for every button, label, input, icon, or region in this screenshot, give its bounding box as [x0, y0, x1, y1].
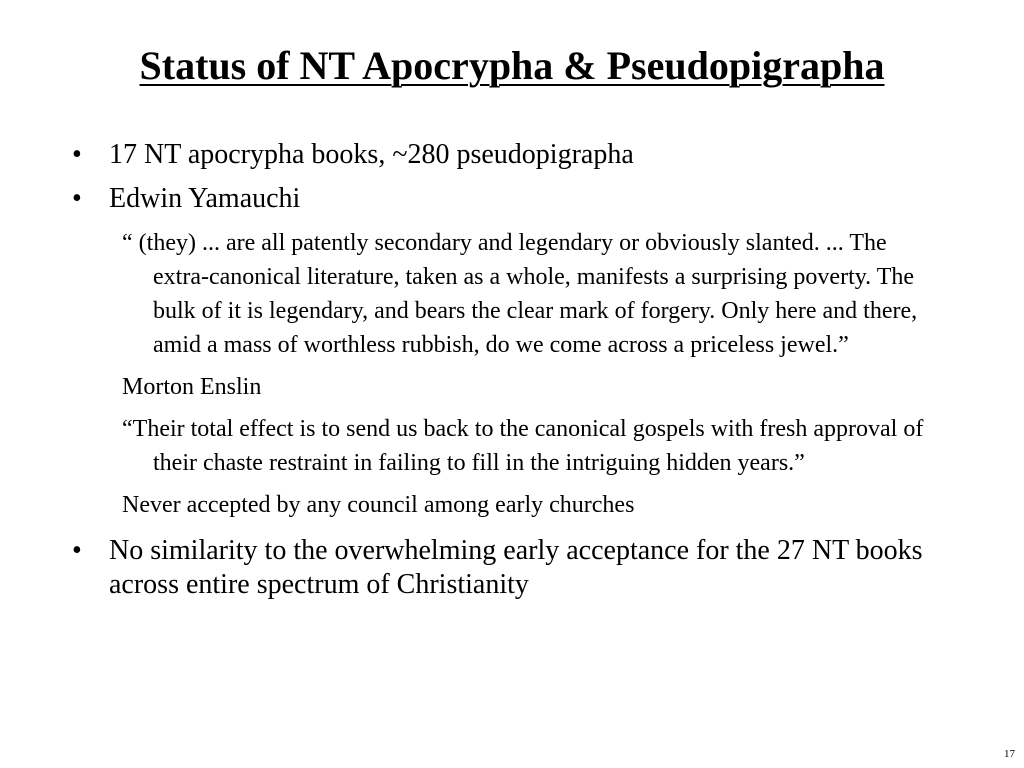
bullet-item	[72, 138, 972, 172]
sub-item-council: Never accepted by any council among early churches	[122, 492, 635, 518]
bullet-text: Edwin Yamauchi	[109, 183, 301, 214]
sub-item-morton-enslin: Morton Enslin	[122, 374, 262, 400]
quote-enslin: “Their total effect is to send us back to the canonical gospels with fresh approval of their chaste restraint in failing to fill in the intriguing hidden years.”	[122, 416, 924, 476]
bullet-text: No similarity to the overwhelming early acceptance for the 27 NT books across entire spectrum of Christianity	[109, 535, 923, 600]
bullet-text: 17 NT apocrypha books, ~280 pseudopigrapha	[109, 139, 634, 170]
bullet-item	[72, 182, 972, 216]
bullet-item	[72, 534, 969, 602]
slide-title: Status of NT Apocrypha & Pseudopigrapha	[139, 43, 885, 88]
bullet-dot: •	[72, 183, 82, 214]
bullet-dot: •	[72, 139, 82, 170]
page-number: 17	[1004, 748, 1015, 760]
quote-yamauchi: “ (they) ... are all patently secondary and legendary or obviously slanted. ... The extra-canonical literature, taken as a whole, manifests a surprising poverty. The bulk of it is legendary, and bears the clear mark of forgery. Only here and there, amid a mass of worthless rubbish, do we come across a priceless jewel.”	[122, 230, 918, 358]
slide-body	[72, 138, 972, 612]
bullet-dot: •	[72, 535, 82, 566]
